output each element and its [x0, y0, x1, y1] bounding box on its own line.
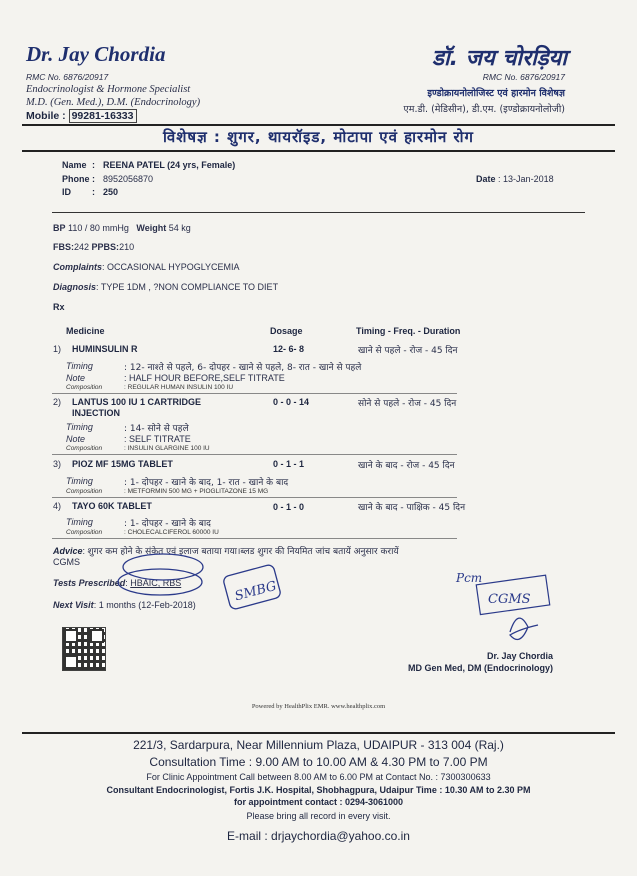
diagnosis: Diagnosis: TYPE 1DM , ?NON COMPLIANCE TO DIET	[53, 282, 279, 292]
degree-line: M.D. (Gen. Med.), D.M. (Endocrinology)	[26, 97, 201, 108]
speciality-banner: विशेषज्ञ : शुगर, थायरॉइड, मोटापा एवं हारमोन रोग	[163, 128, 474, 146]
vitals-line: BP 110 / 80 mmHg Weight 54 kg	[53, 223, 191, 233]
med-1-name: HUMINSULIN R	[72, 344, 138, 354]
col-timing: Timing - Freq. - Duration	[356, 326, 461, 336]
med-4-composition: : CHOLECALCIFEROL 60000 IU	[124, 529, 219, 536]
footer-consultation: Consultation Time : 9.00 AM to 10.00 AM & 4.30 PM to 7.00 PM	[149, 755, 488, 769]
med-3-comp-label: Composition	[66, 488, 103, 495]
rmc-number-left: RMC No. 6876/20917	[26, 72, 109, 82]
med-2-num: 2)	[53, 397, 62, 407]
mobile-value: 99281-16333	[69, 109, 137, 123]
med-1-timing-label: Timing	[66, 361, 93, 371]
med-3-num: 3)	[53, 459, 62, 469]
med-4-num: 4)	[53, 501, 62, 511]
footer-email: E-mail : drjaychordia@yahoo.co.in	[227, 829, 410, 843]
signature-name: Dr. Jay Chordia	[486, 651, 553, 661]
footer-rule	[22, 732, 615, 734]
phone-label: Phone	[62, 174, 90, 184]
signature-degree: MD Gen Med, DM (Endocrinology)	[408, 663, 553, 673]
date-label: Date	[476, 174, 496, 184]
powered-by: Powered by HealthPlix EMR. www.healthplix.com	[251, 703, 386, 710]
med-2-freq: सोने से पहले - रोज - 45 दिन	[358, 399, 457, 409]
rmc-number-right: RMC No. 6876/20917	[482, 72, 565, 82]
col-medicine: Medicine	[66, 326, 105, 336]
handwritten-smbg: SMBG	[233, 578, 279, 605]
med-4-freq: खाने के बाद - पाक्षिक - 45 दिन	[358, 503, 466, 513]
qr-code	[62, 627, 106, 671]
med-3-timing-label: Timing	[66, 476, 93, 486]
col-dosage: Dosage	[270, 326, 303, 336]
footer-appointment: For Clinic Appointment Call between 8.00 AM to 6.00 PM at Contact No. : 7300300633	[146, 772, 491, 782]
doctor-name-hindi: डॉ. जय चोरड़िया	[432, 46, 567, 71]
date-value: 13-Jan-2018	[503, 174, 554, 184]
specialist-line: Endocrinologist & Hormone Specialist	[26, 84, 191, 95]
next-visit: Next Visit: 1 months (12-Feb-2018)	[53, 600, 196, 610]
handwritten-cgms: CGMS	[488, 592, 531, 607]
tests-prescribed: Tests Prescribed: HBAIC, RBS	[53, 578, 182, 588]
med-4-name: TAYO 60K TABLET	[72, 501, 152, 511]
patient-name: REENA PATEL (24 yrs, Female)	[103, 160, 236, 170]
med-4-timing: : 1- दोपहर - खाने के बाद	[124, 519, 211, 529]
med-3-freq: खाने के बाद - रोज - 45 दिन	[358, 461, 455, 471]
complaints: Complaints: OCCASIONAL HYPOGLYCEMIA	[53, 262, 240, 272]
med-1-note: : HALF HOUR BEFORE,SELF TITRATE	[124, 373, 285, 383]
med-1-freq: खाने से पहले - रोज - 45 दिन	[358, 346, 458, 356]
patient-phone: 8952056870	[103, 174, 154, 184]
med-2-comp-label: Composition	[66, 445, 103, 452]
med-4-comp-label: Composition	[66, 529, 103, 536]
mobile-label: Mobile :	[26, 110, 66, 122]
med-1-comp-label: Composition	[66, 384, 103, 391]
footer-records: Please bring all record in every visit.	[246, 811, 391, 821]
name-label: Name	[62, 160, 87, 170]
med-1-num: 1)	[53, 344, 62, 354]
med-3-timing: : 1- दोपहर - खाने के बाद, 1- रात - खाने के बाद	[124, 478, 289, 488]
med-2-timing-label: Timing	[66, 422, 93, 432]
sugar-line: FBS:242 PPBS:210	[53, 242, 135, 252]
footer-appointment-contact: for appointment contact : 0294-3061000	[233, 797, 404, 807]
id-label: ID	[62, 187, 71, 197]
med-2-name: LANTUS 100 IU 1 CARTRIDGE	[72, 397, 202, 407]
footer-consultant: Consultant Endocrinologist, Fortis J.K. Hospital, Shobhagpura, Udaipur Time : 10.30 AM to 2.30 PM	[106, 785, 531, 795]
med-2-note: : SELF TITRATE	[124, 434, 191, 444]
med-4-timing-label: Timing	[66, 517, 93, 527]
med-2-composition: : INSULIN GLARGINE 100 IU	[124, 445, 210, 452]
handwritten-circle	[123, 554, 203, 580]
med-4-dosage: 0 - 1 - 0	[273, 502, 305, 512]
med-2-timing: : 14- सोने से पहले	[124, 424, 189, 434]
med-3-composition: : METFORMIN 500 MG + PIOGLITAZONE 15 MG	[124, 488, 269, 495]
med-2-dosage: 0 - 0 - 14	[273, 397, 310, 407]
med-1-composition: : REGULAR HUMAN INSULIN 100 IU	[124, 384, 234, 391]
med-2-name-line2: INJECTION	[72, 408, 121, 418]
med-1-note-label: Note	[66, 373, 86, 383]
med-2-note-label: Note	[66, 434, 86, 444]
advice-cgms: CGMS	[53, 557, 80, 567]
visit-date: Date : 13-Jan-2018	[476, 174, 554, 184]
med-1-timing: : 12- नाश्ते से पहले, 6- दोपहर - खाने से पहले, 8- रात - खाने से पहले	[124, 363, 362, 373]
hindi-degree: एम.डी. (मेडिसीन), डी.एम. (इण्डोक्रायनोलोजी)	[403, 104, 565, 115]
doctor-name: Dr. Jay Chordia	[26, 42, 166, 66]
med-3-dosage: 0 - 1 - 1	[273, 459, 305, 469]
signature-scribble	[510, 618, 538, 639]
med-3-name: PIOZ MF 15MG TABLET	[72, 459, 173, 469]
patient-id: 250	[103, 187, 119, 197]
hindi-specialist: इण्डोक्रायनोलोजिस्ट एवं हारमोन विशेषज्ञ	[427, 88, 565, 99]
footer-address: 221/3, Sardarpura, Near Millennium Plaza, UDAIPUR - 313 004 (Raj.)	[133, 738, 504, 752]
handwritten-circle	[118, 569, 202, 595]
rx-label: Rx	[53, 302, 65, 312]
advice: Advice: शुगर कम होने के संकेत एवं इलाज बताया गया।ब्लड शुगर की नियमित जांच बतायें अनुसार करायें	[53, 546, 399, 557]
med-1-dosage: 12- 6- 8	[273, 344, 305, 354]
handwritten-pcm: Pcm	[456, 571, 483, 585]
